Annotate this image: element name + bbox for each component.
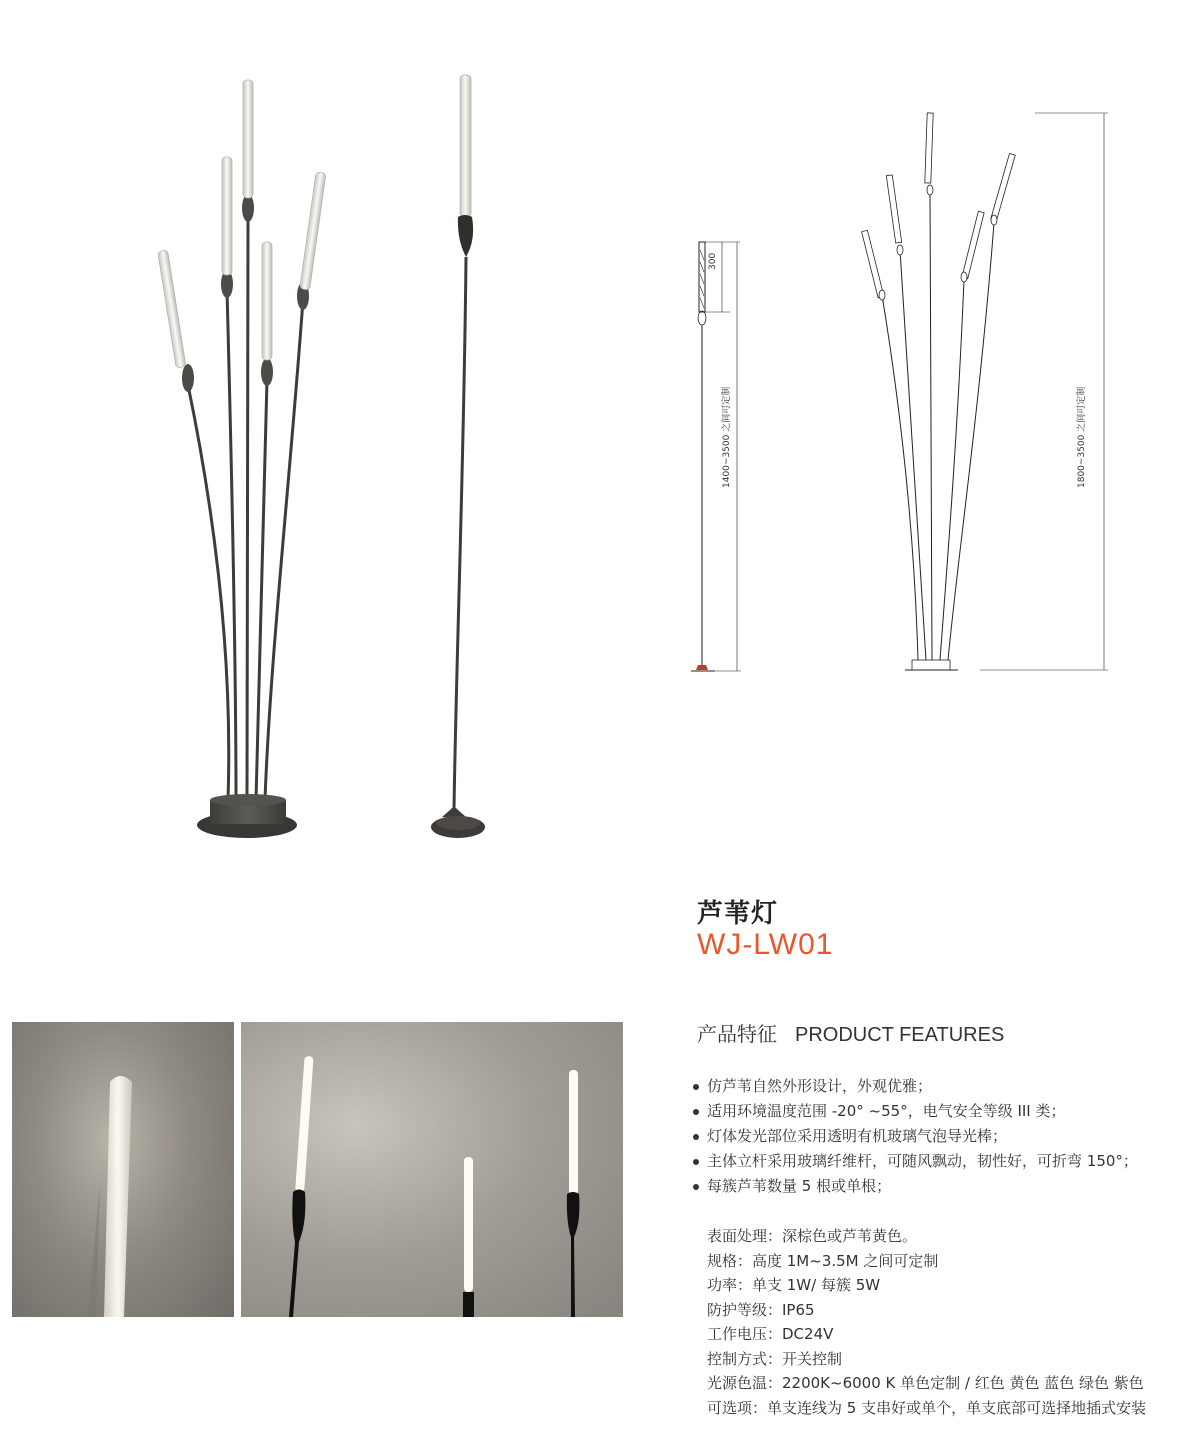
feature-item: 灯体发光部位采用透明有机玻璃气泡导光棒； (690, 1124, 1138, 1149)
photo-lit-rod-closeup (12, 1022, 234, 1317)
spec-item: 表面处理：深棕色或芦苇黄色。 (707, 1227, 918, 1245)
section-heading (697, 1018, 1004, 1047)
spec-list (707, 1224, 1146, 1420)
spec-item: 防护等级：IP65 (707, 1300, 815, 1319)
cluster-lamp-drawing (860, 105, 1110, 685)
single-top-dimension: 300 (708, 252, 718, 270)
spec-item: 可选项：单支连线为 5 支串好或单个，单支底部可选择地插式安装 (707, 1398, 1147, 1417)
photo-lit-rods-group (241, 1022, 623, 1317)
single-lamp-drawing (685, 230, 745, 690)
single-height-dimension: 1400~3500 之间可定制 (722, 386, 732, 488)
feature-item: 每簇芦苇数量 5 根或单根； (690, 1174, 1138, 1199)
spec-item: 规格：高度 1M~3.5M 之间可定制 (707, 1251, 939, 1270)
product-name: 芦苇灯 (697, 899, 779, 929)
spec-item: 光源色温：2200K~6000 K 单色定制 / 红色 黄色 蓝色 绿色 紫色 (707, 1374, 1144, 1392)
feature-item: 主体立杆采用玻璃纤维杆，可随风飘动，韧性好，可折弯 150°； (690, 1149, 1138, 1174)
spec-item: 控制方式：开关控制 (707, 1349, 843, 1368)
single-lamp-render (420, 65, 500, 850)
section-heading-cn: 产品特征 (697, 1022, 777, 1046)
feature-item: 仿芦苇自然外形设计，外观优雅； (690, 1074, 1138, 1099)
feature-list (690, 1074, 1138, 1199)
section-heading-en: PRODUCT FEATURES (795, 1024, 1005, 1046)
product-model: WJ-LW01 (697, 928, 834, 961)
spec-item: 工作电压：DC24V (707, 1325, 834, 1343)
cluster-lamp-render (150, 60, 350, 850)
spec-item: 功率：单支 1W/ 每簇 5W (707, 1276, 881, 1294)
feature-item: 适用环境温度范围 -20° ~55°，电气安全等级 III 类； (690, 1099, 1138, 1124)
cluster-height-dimension: 1800~3500 之间可定制 (1077, 386, 1087, 488)
